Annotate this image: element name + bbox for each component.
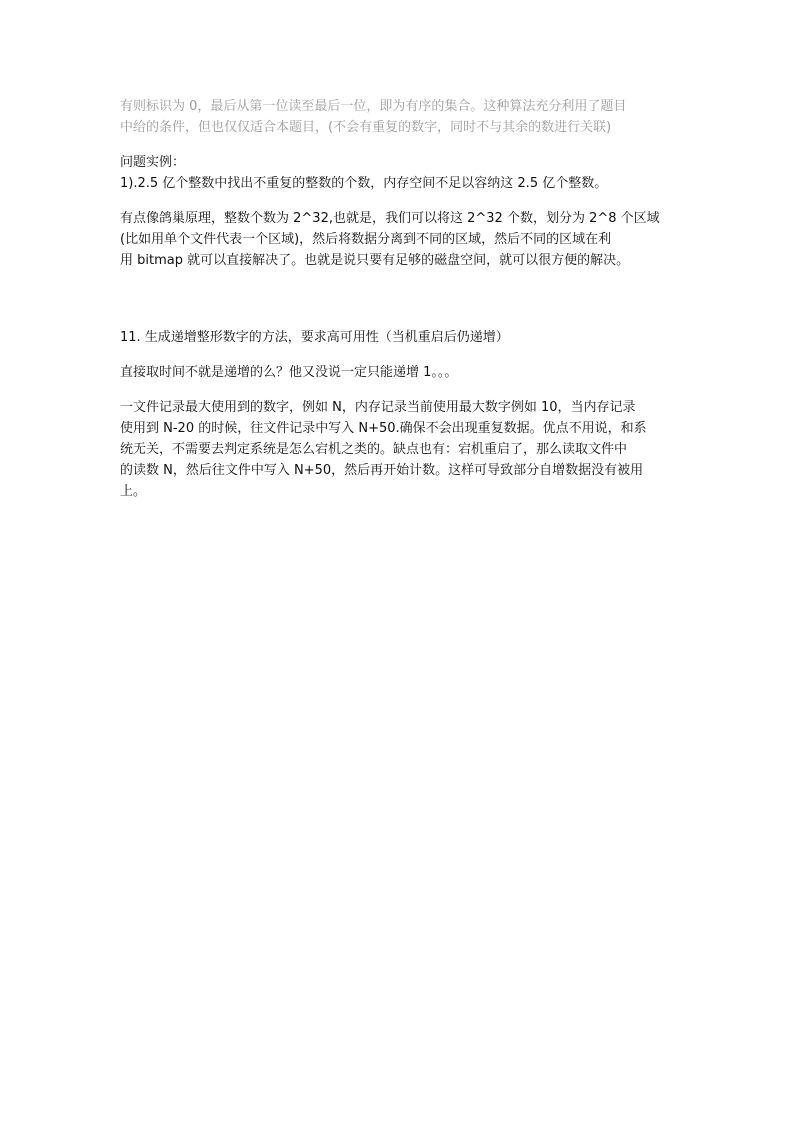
spacer (120, 271, 672, 327)
text-line: 有则标识为 0，最后从第一位读至最后一位，即为有序的集合。这种算法充分利用了题目 (120, 99, 627, 114)
text-line: 用 bitmap 就可以直接解决了。也就是说只要有足够的磁盘空间，就可以很方便的解决。 (120, 253, 630, 268)
spacer (120, 383, 672, 397)
spacer (120, 194, 672, 208)
intro-paragraph (120, 96, 672, 138)
text-line: 统无关，不需要去判定系统是怎么宕机之类的。缺点也有：宕机重启了，那么读取文件中 (120, 442, 628, 457)
example-heading: 问题实例： 1).2.5 亿个整数中找出不重复的整数的个数，内存空间不足以容纳这 2.5 亿个整数。 (120, 152, 672, 194)
question-11-answer-1: 直接取时间不就是递增的么？他又没说一定只能递增 1。。。 (120, 365, 458, 380)
text-line: 使用到 N-20 的时候，往文件记录中写入 N+50.确保不会出现重复数据。优点不用说，和系 (120, 421, 647, 436)
text-line: (比如用单个文件代表一个区域)，然后将数据分离到不同的区域，然后不同的区域在利 (120, 232, 612, 247)
document-body (120, 96, 672, 502)
spacer (120, 348, 672, 362)
question-11-answer-2 (120, 397, 672, 502)
text-line: 上。 (120, 484, 147, 499)
text-line: 的读数 N，然后往文件中写入 N+50，然后再开始计数。这样可导致部分自增数据没有被用 (120, 463, 644, 478)
text-line: 有点像鸽巢原理，整数个数为 2^32,也就是，我们可以将这 2^32 个数，划分为 2^8 个区域 (120, 211, 660, 226)
question-11-title: 11. 生成递增整形数字的方法，要求高可用性（当机重启后仍递增） (120, 330, 509, 345)
example-problem: 1).2.5 亿个整数中找出不重复的整数的个数，内存空间不足以容纳这 2.5 亿个整数。 (120, 176, 608, 191)
text-line: 一文件记录最大使用到的数字，例如 N，内存记录当前使用最大数字例如 10，当内存记录 (120, 400, 636, 415)
text-line: 中给的条件，但也仅仅适合本题目，(不会有重复的数字，同时不与其余的数进行关联) (120, 120, 612, 135)
pigeonhole-paragraph (120, 208, 672, 271)
spacer (120, 138, 672, 152)
